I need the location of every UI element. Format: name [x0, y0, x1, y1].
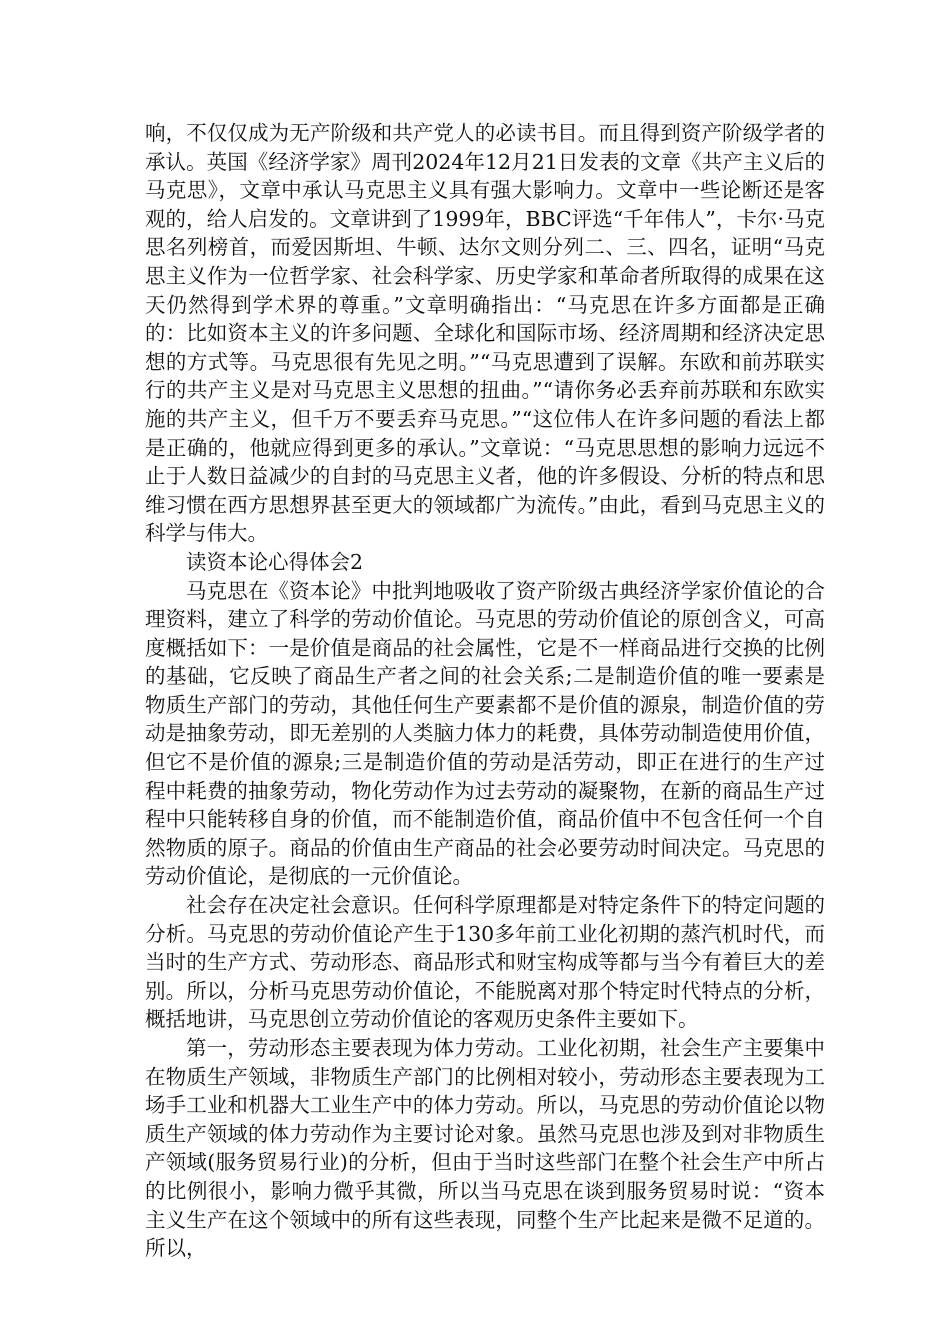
document-page [145, 119, 825, 1263]
paragraph-labor-value-theory: 马克思在《资本论》中批判地吸收了资产阶级古典经济学家价值论的合理资料，建立了科学的劳动价值论。马克思的劳动价值论的原创含义，可高度概括如下：一是价值是商品的社会属性，它是不一样商品进行交换的比例的基础，它反映了商品生产者之间的社会关系;二是制造价值的唯一要素是物质生产部门的劳动，其他任何生产要素都不是价值的源泉，制造价值的劳动是抽象劳动，即无差别的人类脑力体力的耗费，具体劳动制造使用价值，但它不是价值的源泉;三是制造价值的劳动是活劳动，即正在进行的生产过程中耗费的抽象劳动，物化劳动作为过去劳动的凝聚物，在新的商品生产过程中只能转移自身的价值，而不能制造价值，商品价值中不包含任何一个自然物质的原子。商品的价值由生产商品的社会必要劳动时间决定。马克思的劳动价值论，是彻底的一元价值论。 [145, 578, 825, 889]
paragraph-social-existence: 社会存在决定社会意识。任何科学原理都是对特定条件下的特定问题的分析。马克思的劳动价值论产生于130多年前工业化初期的蒸汽机时代，而当时的生产方式、劳动形态、商品形式和财宝构成等都与当今有着巨大的差别。所以，分析马克思劳动价值论，不能脱离对那个特定时代特点的分析，概括地讲，马克思创立劳动价值论的客观历史条件主要如下。 [145, 893, 825, 1032]
paragraph-first-point: 第一，劳动形态主要表现为体力劳动。工业化初期，社会生产主要集中在物质生产领域，非物质生产部门的比例相对较小，劳动形态主要表现为工场手工业和机器大工业生产中的体力劳动。所以，马克思的劳动价值论以物质生产领域的体力劳动作为主要讨论对象。虽然马克思也涉及到对非物质生产领域(服务贸易行业)的分析，但由于当时这些部门在整个社会生产中所占的比例很小，影响力微乎其微，所以当马克思在谈到服务贸易时说：“资本主义生产在这个领域中的所有这些表现，同整个生产比起来是微不足道的。所以， [145, 1036, 825, 1261]
paragraph-intro: 响，不仅仅成为无产阶级和共产党人的必读书目。而且得到资产阶级学者的承认。英国《经济学家》周刊2024年12月21日发表的文章《共产主义后的马克思》，文章中承认马克思主义具有强大影响力。文章中一些论断还是客观的，给人启发的。文章讲到了1999年，BBC评选“千年伟人”，卡尔·马克思名列榜首，而爱因斯坦、牛顿、达尔文则分列二、三、四名，证明“马克思主义作为一位哲学家、社会科学家、历史学家和革命者所取得的成果在这天仍然得到学术界的尊重。”文章明确指出：“马克思在许多方面都是正确的：比如资本主义的许多问题、全球化和国际市场、经济周期和经济决定思想的方式等。马克思很有先见之明。”“马克思遭到了误解。东欧和前苏联实行的共产主义是对马克思主义思想的扭曲。”“请你务必丢弃前苏联和东欧实施的共产主义，但千万不要丢弃马克思。”“这位伟人在许多问题的看法上都是正确的，他就应得到更多的承认。”文章说：“马克思思想的影响力远远不止于人数日益减少的自封的马克思主义者，他的许多假设、分析的特点和思维习惯在西方思想界甚至更大的领域都广为流传。”由此，看到马克思主义的科学与伟大。 [145, 121, 825, 546]
section-heading: 读资本论心得体会2 [186, 549, 364, 574]
